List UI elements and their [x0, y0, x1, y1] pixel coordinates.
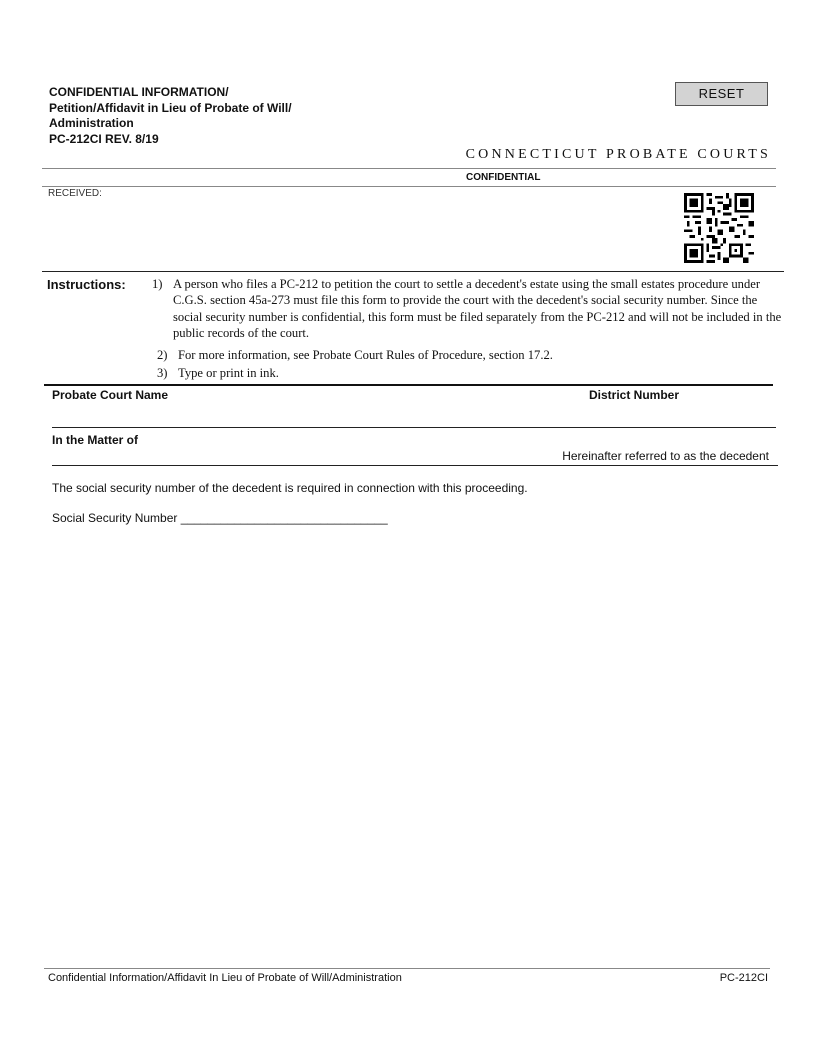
instruction-item: [157, 347, 782, 363]
reset-button[interactable]: RESET: [675, 82, 768, 106]
qr-code-icon: [682, 193, 756, 263]
instructions-label: Instructions:: [47, 277, 126, 292]
form-title-line: Administration: [49, 116, 134, 130]
instruction-item: [152, 276, 782, 341]
footer-form-code: PC-212CI: [719, 972, 768, 984]
instruction-number: 3): [157, 366, 168, 381]
divider: [42, 271, 784, 272]
ssn-label: Social Security Number: [52, 511, 178, 525]
instruction-number: 2): [157, 348, 168, 363]
instruction-number: 1): [152, 277, 163, 291]
ssn-statement: The social security number of the decedent is required in connection with this proceeding.: [52, 481, 528, 495]
form-title-line: Petition/Affidavit in Lieu of Probate of Will/: [49, 100, 292, 115]
footer-title: Confidential Information/Affidavit In Lieu of Probate of Will/Administration: [48, 972, 402, 984]
instruction-text: For more information, see Probate Court Rules of Procedure, section 17.2.: [178, 348, 553, 363]
instruction-text: Type or print in ink.: [178, 366, 279, 381]
court-system-name: CONNECTICUT PROBATE COURTS: [465, 147, 771, 162]
probate-court-name-label: Probate Court Name: [52, 388, 169, 402]
probate-court-name-field[interactable]: [52, 427, 776, 428]
ssn-row: [52, 511, 388, 525]
form-title: [49, 85, 292, 147]
district-number-label: District Number: [589, 388, 680, 402]
divider: [44, 384, 773, 386]
divider: [42, 168, 776, 169]
ssn-input[interactable]: _______________________________: [180, 511, 388, 525]
decedent-name-field[interactable]: [52, 465, 778, 466]
received-label: RECEIVED:: [48, 188, 102, 199]
instructions-list: [152, 276, 782, 382]
footer-divider: [44, 968, 770, 969]
instruction-item: [157, 365, 782, 381]
confidential-label: CONFIDENTIAL: [466, 172, 541, 183]
divider: [42, 186, 776, 187]
form-title-line: CONFIDENTIAL INFORMATION/: [49, 85, 229, 99]
form-number: PC-212CI REV. 8/19: [49, 131, 159, 146]
instruction-text: A person who files a PC-212 to petition the court to settle a decedent's estate using the small estates procedure under C.G.S. section 45a-273 must file this form to provide the court with the decedent's social security number. Since the social security number is confidential, this form must be filed separately from the PC-212 and will not be included in the public records of the court.: [173, 277, 782, 340]
decedent-note: Hereinafter referred to as the decedent: [562, 449, 769, 463]
in-the-matter-label: In the Matter of: [52, 433, 138, 447]
